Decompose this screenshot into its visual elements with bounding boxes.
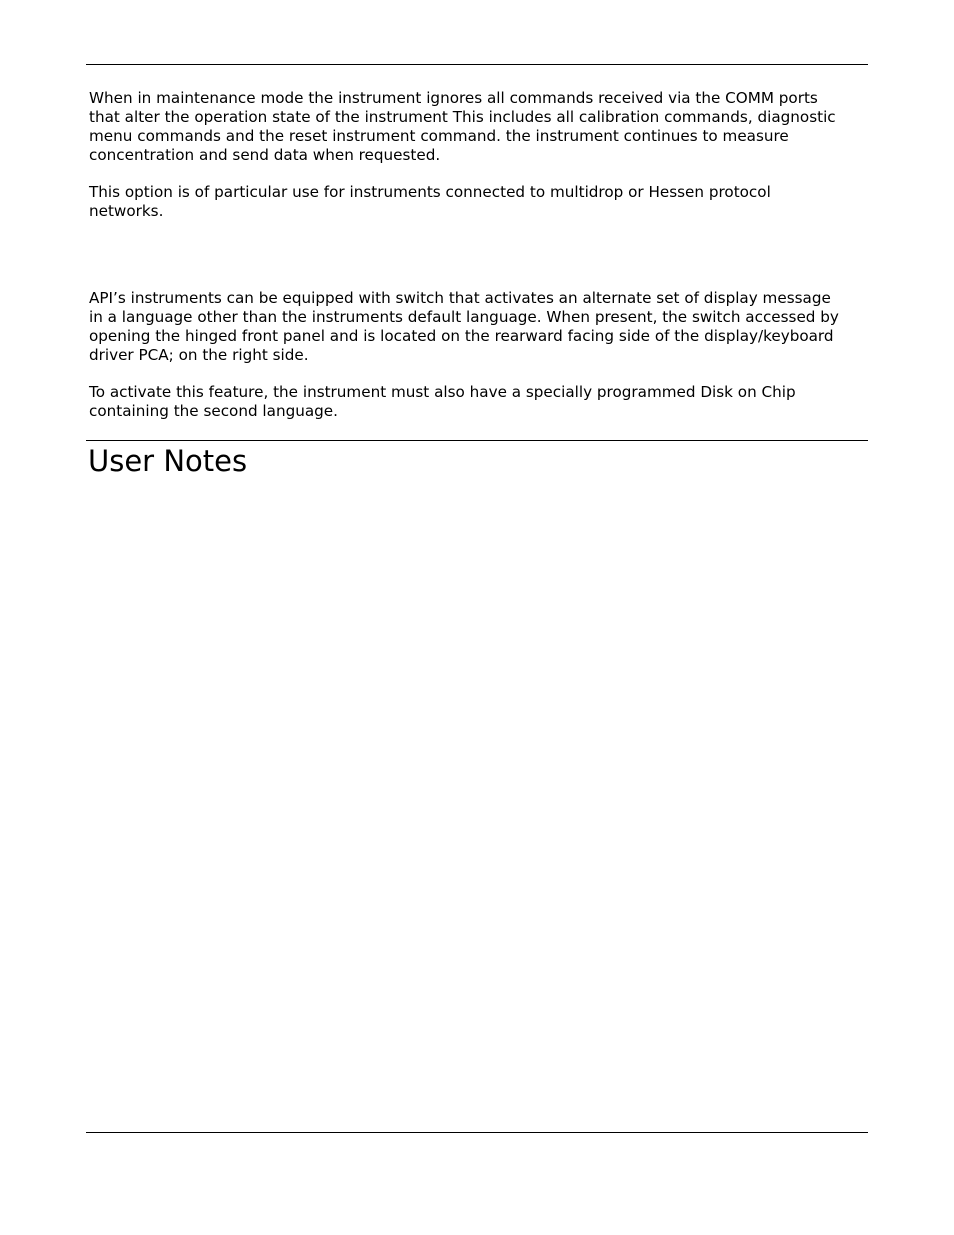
disk-on-chip-paragraph: To activate this feature, the instrument must also have a specially programmed Disk on Chip containing the second language. — [89, 383, 796, 420]
footer-rule — [86, 1132, 868, 1133]
header-rule — [86, 64, 868, 65]
language-switch-paragraph: API’s instruments can be equipped with switch that activates an alternate set of display message in a language other than the instruments default language. When present, the switch accessed by opening the hinged front panel and is located on the rearward facing side of the display/keyboard driver PCA; on the right side. — [89, 289, 839, 364]
maintenance-mode-paragraph: When in maintenance mode the instrument ignores all commands received via the COMM ports that alter the operation state of the instrument This includes all calibration commands, diagnostic menu commands and the reset instrument command. the instrument continues to measure concentration and send data when requested. — [89, 89, 836, 164]
user-notes-title: User Notes — [88, 444, 248, 478]
multidrop-note-paragraph: This option is of particular use for instruments connected to multidrop or Hessen protocol networks. — [89, 183, 771, 220]
